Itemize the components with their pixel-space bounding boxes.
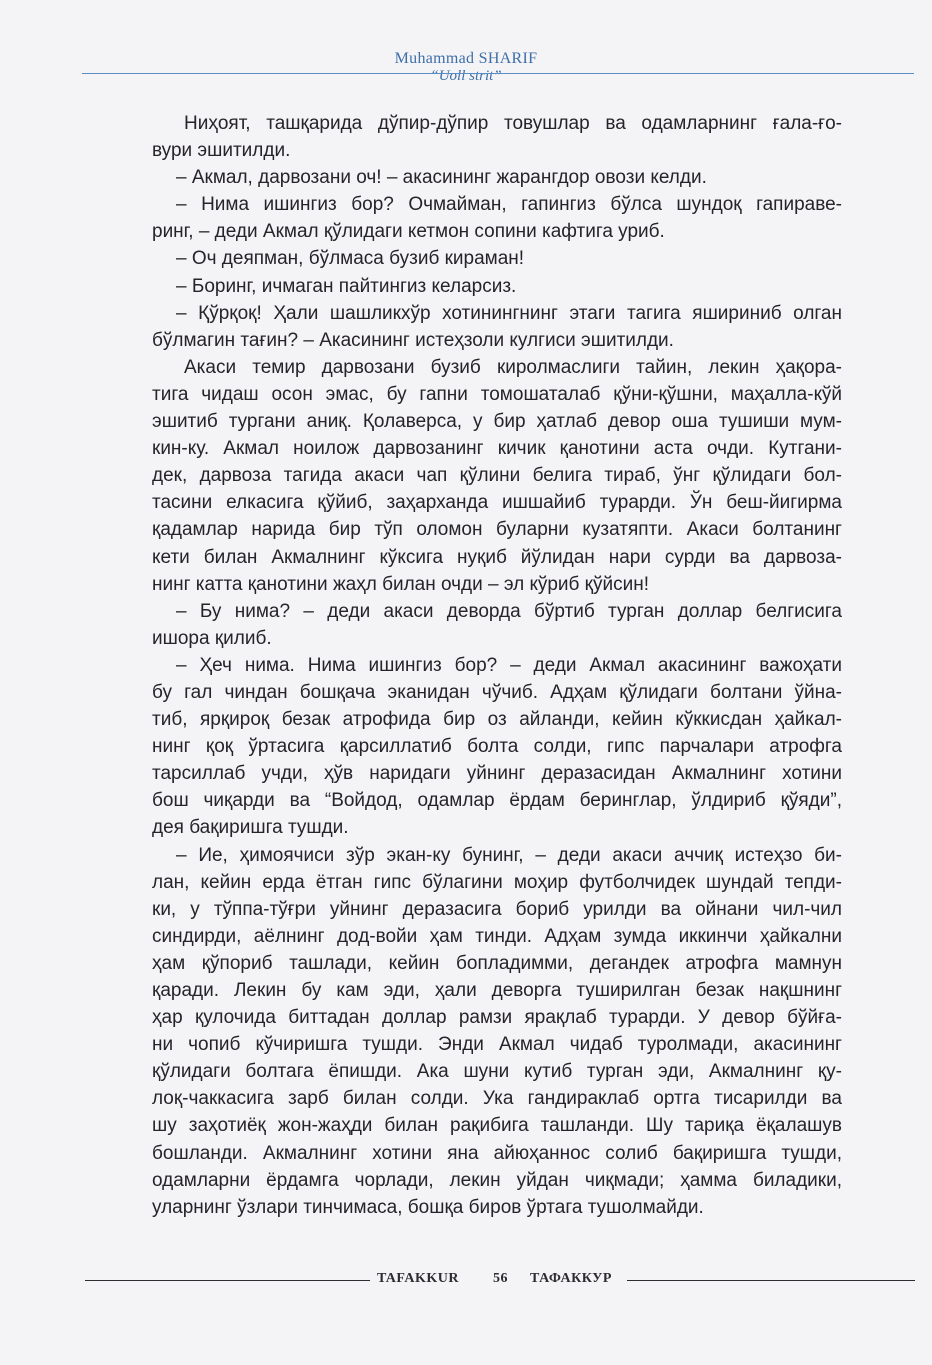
footer-rule-left (85, 1280, 370, 1281)
text-line: бўлмагин тағин? – Акасининг истеҳзоли кулгиси эшитилди. (152, 329, 674, 351)
page-footer (85, 1268, 915, 1292)
text-line: бу гал чиндан бошқача эканидан чўчиб. Адҳам қўлидаги болтани ўйна- (152, 681, 842, 703)
paragraph (152, 842, 842, 1221)
paragraph (152, 598, 842, 652)
paragraph (152, 354, 842, 598)
page-number: 56 (493, 1271, 508, 1286)
body-text (152, 110, 842, 1221)
text-line: ҳам қўпориб ташлади, кейин бопладимми, дегандек атрофга мамнун (152, 952, 842, 974)
text-line: ринг, – деди Акмал қўлидаги кетмон сопини кафтига уриб. (152, 221, 665, 243)
footer-label-latin: TAFAKKUR (377, 1271, 460, 1286)
paragraph (152, 110, 842, 164)
text-line: – Оч деяпман, бўлмаса бузиб кираман! (176, 248, 525, 270)
header-author: Muhammad SHARIF (394, 50, 538, 67)
text-line: – Акмал, дарвозани оч! – акасининг жарангдор овози келди. (176, 167, 707, 189)
text-line: Ниҳоят, ташқарида дўпир-дўпир товушлар ва одамларнинг ғала-ғо- (184, 113, 842, 134)
text-line: бошланди. Акмалнинг хотини яна айюҳаннос солиб бақиришга тушди, (152, 1142, 842, 1164)
text-line: – Қўрқоқ! Ҳали шашликхўр хотинингнинг этаги тагига яшириниб олган (176, 302, 842, 324)
footer-rule-right (627, 1280, 915, 1281)
paragraph (152, 273, 842, 300)
text-line: лан, кейин ерда ётган гипс бўлагини моҳир футболчидек шундай тепди- (152, 871, 842, 893)
text-line: синдирди, аёлнинг дод-войи ҳам тинди. Адҳам зумда иккинчи ҳайкални (152, 925, 842, 947)
text-line: тасини елкасига қўйиб, заҳарханда ишшайиб турарди. Ўн беш-йигирма (152, 492, 842, 514)
text-line: тарсиллаб учди, ҳўв наридаги уйнинг деразасидан Акмалнинг хотини (152, 763, 842, 785)
text-line: вури эшитилди. (152, 140, 291, 162)
text-line: кин-ку. Акмал ноилож дарвозанинг кичик қанотини аста очди. Кутгани- (152, 438, 842, 460)
text-line: дея бақиришга тушди. (152, 817, 349, 839)
footer-label-cyrillic: ТАФАККУР (530, 1271, 612, 1286)
text-line: ки, у тўппа-тўғри уйнинг деразасига бориб урилди ва ойнани чил-чил (152, 898, 842, 920)
text-line: – Бу нима? – деди акаси деворда бўртиб турган доллар белгисига (176, 600, 842, 622)
text-line: лоқ-чаккасига зарб билан солди. Ука гандираклаб ортга тисарилди ва (152, 1088, 842, 1110)
text-line: дек, дарвоза тагида акаси чап қўлини белига тираб, ўнг қўлидаги бол- (152, 465, 842, 487)
text-line: Акаси темир дарвозани бузиб киролмаслиги тайин, лекин ҳақора- (184, 356, 842, 378)
text-line: тига чидаш осон эмас, бу гапни томошаталаб қўни-қўшни, маҳалла-кўй (152, 383, 842, 405)
text-line: одамларни ёрдамга чорлади, лекин уйдан чиқмади; ҳамма биладики, (152, 1169, 842, 1191)
text-line: эшитиб тургани аниқ. Қолаверса, у бир ҳатлаб девор оша тушиши мум- (152, 411, 842, 433)
text-line: кети билан Акмалнинг кўксига нуқиб йўлидан нари сурди ва дарвоза- (152, 546, 842, 568)
text-line: қадамлар нарида бир тўп оломон буларни кузатяпти. Акаси болтанинг (152, 519, 842, 541)
text-line: қаради. Лекин бу кам эди, ҳали деворга туширилган безак нақшнинг (152, 980, 842, 1001)
paragraph (152, 245, 842, 272)
text-line: шу заҳотиёқ жон-жаҳди билан рақибига ташланди. Шу тариқа ёқалашув (152, 1115, 842, 1137)
paragraph (152, 191, 842, 245)
running-header (0, 50, 932, 85)
header-title: “Uoll strit” (430, 68, 502, 84)
text-line: ни чопиб кўчиришга тушди. Энди Акмал чидаб туролмади, акасининг (152, 1034, 842, 1056)
text-line: нинг катта қанотини жаҳл билан очди – эл кўриб қўйсин! (152, 573, 649, 595)
paragraph (152, 164, 842, 191)
text-line: – Боринг, ичмаган пайтингиз келарсиз. (176, 275, 517, 297)
text-line: ишора қилиб. (152, 627, 272, 649)
text-line: уларнинг ўзлари тинчимаса, бошқа биров ўртага тушолмайди. (152, 1196, 704, 1218)
text-line: – Нима ишингиз бор? Очмайман, гапингиз бўлса шундоқ гапираве- (176, 194, 842, 216)
text-line: қўлидаги болтага ёпишди. Ака шуни кутиб турган эди, Акмалнинг қу- (152, 1061, 842, 1083)
text-line: бош чиқарди ва “Войдод, одамлар ёрдам беринглар, ўлдириб қўяди”, (152, 790, 842, 812)
text-line: тиб, ярқироқ безак атрофида бир оз айланди, кейин кўккисдан ҳайкал- (152, 709, 842, 731)
paragraph (152, 652, 842, 842)
text-line: – Ҳеч нима. Нима ишингиз бор? – деди Акмал акасининг важоҳати (176, 654, 842, 676)
text-line: нинг қоқ ўртасига қарсиллатиб болта солди, гипс парчалари атрофга (152, 736, 842, 758)
text-line: – Ие, ҳимоячиси зўр экан-ку бунинг, – деди акаси аччиқ истеҳзо би- (176, 844, 842, 866)
paragraph (152, 300, 842, 354)
header-rule (82, 73, 914, 74)
text-line: ҳар қулочида биттадан доллар рамзи ярақлаб турарди. У девор бўйға- (152, 1007, 842, 1029)
